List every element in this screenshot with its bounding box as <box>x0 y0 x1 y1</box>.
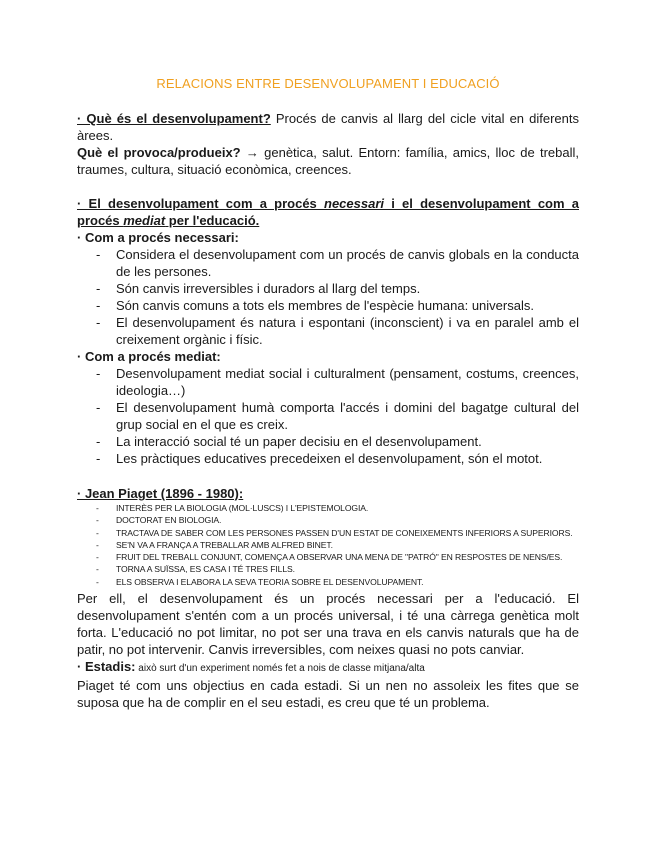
piaget-list <box>77 502 579 588</box>
section-necessary-mediated <box>77 195 579 467</box>
list-item: - Les pràctiques educatives precedeixen el desenvolupament, són el motot. <box>77 450 579 467</box>
heading-emphasis-necessari: necessari <box>324 196 384 211</box>
list-item: - FRUIT DEL TREBALL CONJUNT, COMENÇA A OBSERVAR UNA MENA DE "PATRÓ" EN RESPOSTES DE NENS/ES. <box>77 551 579 563</box>
list-item: - La interacció social té un paper decisiu en el desenvolupament. <box>77 433 579 450</box>
list-item: - DOCTORAT EN BIOLOGIA. <box>77 514 579 526</box>
estadis-label: · Estadis: <box>77 659 136 675</box>
heading-part: per l'educació. <box>165 213 260 228</box>
list-item: - Són canvis comuns a tots els membres de l'espècie humana: universals. <box>77 297 579 314</box>
estadis-line <box>77 658 579 677</box>
question-what-label: · Què és el desenvolupament? <box>77 111 271 126</box>
question-cause-text: → genètica, salut. Entorn: família, amics, lloc de treball, traumes, cultura, situació econòmica, creences. <box>77 145 580 177</box>
list-item: - Considera el desenvolupament com un procés de canvis globals en la conducta de les persones. <box>77 246 579 280</box>
section-piaget <box>77 485 579 711</box>
estadis-note: això surt d'un experiment només fet a nois de classe mitjana/alta <box>135 663 425 675</box>
list-item: - TRACTAVA DE SABER COM LES PERSONES PASSEN D'UN ESTAT DE CONEIXEMENTS INFERIORS A SUPERIORS. <box>77 527 579 539</box>
mediated-list <box>77 365 579 467</box>
list-item: - ELS OBSERVA I ELABORA LA SEVA TEORIA SOBRE EL DESENVOLUPAMENT. <box>77 576 579 588</box>
question-cause-label: Què el provoca/produeix? <box>77 145 241 160</box>
document-title: RELACIONS ENTRE DESENVOLUPAMENT I EDUCACIÓ <box>156 76 500 91</box>
list-item: - El desenvolupament humà comporta l'accés i domini del bagatge cultural del grup social en el que es creix. <box>77 399 579 433</box>
heading-part: i el desenvolupament com a procés <box>77 196 579 228</box>
question-what-text: Procés de canvis al llarg del cicle vital en diferents àrees. <box>77 111 579 143</box>
list-item: - INTERÈS PER LA BIOLOGIA (MOL·LUSCS) I L'EPISTEMOLOGIA. <box>77 502 579 514</box>
list-item: - Són canvis irreversibles i duradors al llarg del temps. <box>77 280 579 297</box>
piaget-paragraph: Per ell, el desenvolupament és un procés necessari per a l'educació. El desenvolupament s'entén com a un procés universal, i té una càrrega genètica molt forta. L'educació no pot limitar, no pot ser una trava en els canvis naturals que ha de patir, no pot intervenir. Canvis irreversibles, com neixes quasi no pots canviar. <box>77 591 579 658</box>
heading-part: · El desenvolupament com a procés <box>77 196 324 211</box>
cause-paragraph <box>77 144 579 178</box>
list-item: - TORNA A SUÏSSA, ES CASA I TÉ TRES FILLS. <box>77 563 579 575</box>
heading-emphasis-mediat: mediat <box>123 213 166 228</box>
section-definition <box>77 110 579 178</box>
mediated-label: · Com a procés mediat: <box>77 349 221 364</box>
necessary-list <box>77 246 579 348</box>
necessary-label: · Com a procés necessari: <box>77 230 239 245</box>
piaget-heading: · Jean Piaget (1896 - 1980): <box>77 486 244 501</box>
list-item: - El desenvolupament és natura i espontani (inconscient) i va en paralel amb el creixement orgànic i físic. <box>77 314 579 348</box>
section-heading <box>77 195 579 229</box>
definition-paragraph <box>77 110 579 144</box>
piaget-paragraph-2: Piaget té com uns objectius en cada estadi. Si un nen no assoleix les fites que se suposa que ha de complir en el seu estadi, es creu que té un problema. <box>77 678 579 711</box>
list-item: - Desenvolupament mediat social i culturalment (pensament, costums, creences, ideologia…) <box>77 365 579 399</box>
list-item: - SE'N VA A FRANÇA A TREBALLAR AMB ALFRED BINET. <box>77 539 579 551</box>
